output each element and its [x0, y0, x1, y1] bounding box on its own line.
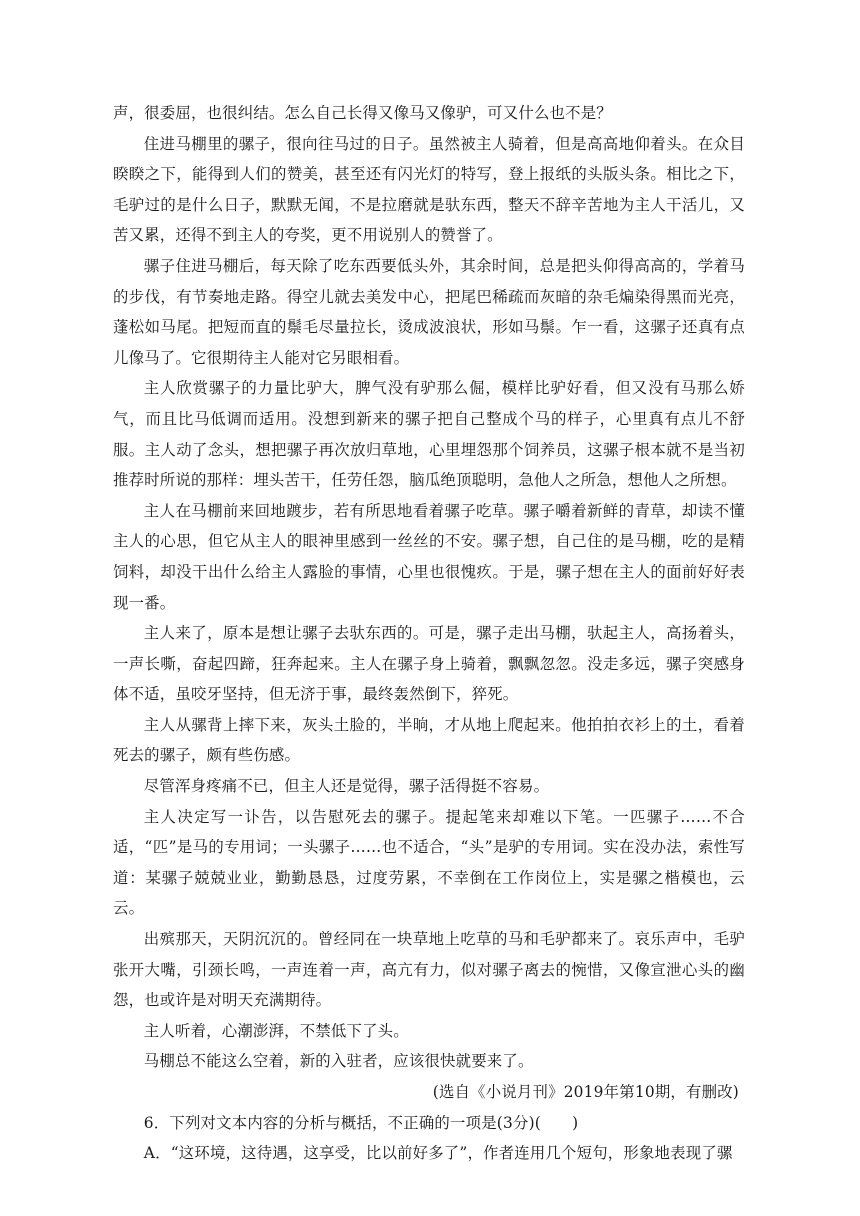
paragraph: 出殡那天，天阴沉沉的。曾经同在一块草地上吃草的马和毛驴都来了。哀乐声中，毛驴张开大嘴，引颈长鸣，一声连着一声，高亢有力，似对骡子离去的惋惜，又像宣泄心头的幽怨，也或许是对明天充满期待。 [113, 930, 745, 1010]
article-body [113, 98, 745, 1169]
question-option-a: A．“这环境，这待遇，这享受，比以前好多了”，作者连用几个短句，形象地表现了骡 [143, 1144, 733, 1163]
paragraph: 主人从骡背上摔下来，灰头土脸的，半晌，才从地上爬起来。他拍拍衣衫上的土，看着死去的骡子，颇有些伤感。 [113, 715, 745, 765]
paragraph: 主人听着，心潮澎湃，不禁低下了头。 [143, 1021, 409, 1040]
question-stem: 6．下列对文本内容的分析与概括，不正确的一项是(3分)( ) [143, 1113, 579, 1132]
paragraph: 主人在马棚前来回地踱步，若有所思地看着骡子吃草。骡子嚼着新鲜的青草，却读不懂主人的心思，但它从主人的眼神里感到一丝丝的不安。骡子想，自己住的是马棚，吃的是精饲料，却没干出什么给主人露脸的事情，心里也很愧疚。于是，骡子想在主人的面前好好表现一番。 [113, 501, 745, 612]
paragraph: 尽管浑身疼痛不已，但主人还是觉得，骡子活得挺不容易。 [143, 777, 550, 796]
paragraph: 主人欣赏骡子的力量比驴大，脾气没有驴那么倔，模样比驴好看，但又没有马那么娇气，而且比马低调而适用。没想到新来的骡子把自己整成个马的样子，心里真有点儿不舒服。主人动了念头，想把骡子再次放归草地，心里埋怨那个饲养员，这骡子根本就不是当初推荐时所说的那样：埋头苦干，任劳任怨，脑瓜绝顶聪明，急他人之所急，想他人之所想。 [113, 379, 745, 490]
paragraph: 马棚总不能这么空着，新的入驻者，应该很快就要来了。 [143, 1052, 534, 1071]
paragraph: 声，很委屈，也很纠结。怎么自己长得又像马又像驴，可又什么也不是？ [113, 104, 612, 122]
paragraph: 主人来了，原本是想让骡子去驮东西的。可是，骡子走出马棚，驮起主人，高扬着头，一声长嘶，奋起四蹄，狂奔起来。主人在骡子身上骑着，飘飘忽忽。没走多远，骡子突感身体不适，虽咬牙坚持，但无济于事，最终轰然倒下，猝死。 [113, 624, 745, 704]
paragraph: 住进马棚里的骡子，很向往马过的日子。虽然被主人骑着，但是高高地仰着头。在众目睽睽之下，能得到人们的赞美，甚至还有闪光灯的特写，登上报纸的头版头条。相比之下，毛驴过的是什么日子，默默无闻，不是拉磨就是驮东西，整天不辞辛苦地为主人干活儿，又苦又累，还得不到主人的夸奖，更不用说别人的赞誉了。 [113, 134, 745, 245]
paragraph: 骡子住进马棚后，每天除了吃东西要低头外，其余时间，总是把头仰得高高的，学着马的步伐，有节奏地走路。得空儿就去美发中心，把尾巴稀疏而灰暗的杂毛煸染得黑而光亮，蓬松如马尾。把短而直的鬃毛尽量拉长，烫成波浪状，形如马鬃。乍一看，这骡子还真有点儿像马了。它很期待主人能对它另眼相看。 [113, 256, 745, 367]
paragraph: 主人决定写一讣告，以告慰死去的骡子。提起笔来却难以下笔。一匹骡子……不合适，“匹”是马的专用词；一头骡子……也不适合，“头”是驴的专用词。实在没办法，索性写道：某骡子兢兢业业，勤勤恳恳，过度劳累，不幸倒在工作岗位上，实是骡之楷模也，云云。 [113, 807, 745, 918]
source-citation: (选自《小说月刊》2019年第10期，有删改) [432, 1083, 739, 1101]
